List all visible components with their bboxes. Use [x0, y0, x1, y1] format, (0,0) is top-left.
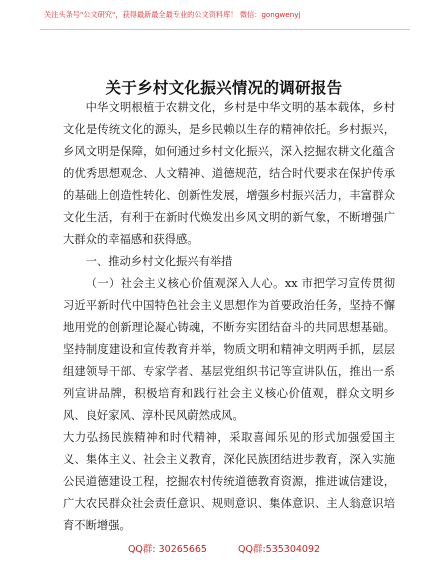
header-divider: [40, 29, 410, 30]
document-body: [63, 97, 395, 537]
footer-contact: [0, 541, 448, 555]
document-title: 关于乡村文化振兴情况的调研报告: [105, 79, 343, 97]
header-notice: 关注头条号"公文研究"，获得最新最全最专业的公文资料库！ 微信：gongwenyj: [44, 10, 301, 19]
subsection-paragraph: （一）社会主义核心价值观深入人心。xx 市把学习宣传贯彻习近平新时代中国特色社会主义思想作为首要政治任务，坚持不懈地用党的创新理论凝心铸魂，不断夯实团结奋斗的共同思想基础。坚持制度建设和宣传教育并举，物质文明和精神文明两手抓，层层组建领导干部、专家学者、基层党组织书记等宣讲队伍，推出一系列宣讲品牌，积极培育和践行社会主义核心价值观，群众文明乡风、良好家风、淳朴民风蔚然成风。: [63, 277, 395, 422]
section-heading: 一、推动乡村文化振兴有举措: [85, 255, 233, 268]
intro-paragraph: 中华文明根植于农耕文化，乡村是中华文明的基本载体，乡村文化是传统文化的源头，是乡民赖以生存的精神依托。乡村振兴，乡风文明是保障，如何通过乡村文化振兴，深入挖掘农耕文化蕴含的优秀思想观念、人文精神、道德规范，结合时代要求在保护传承的基础上创造性转化、创新性发展，增强乡村振兴活力，丰富群众文化生活，有利于在新时代焕发出乡风文明的新气象，不断增强广大群众的幸福感和获得感。: [63, 101, 395, 246]
continuation-paragraph: 大力弘扬民族精神和时代精神，采取喜闻乐见的形式加强爱国主义、集体主义、社会主义教育，深化民族团结进步教育，深入实施公民道德建设工程，挖掘农村传统道德教育资源，推进诚信建设，广大农民群众社会责任意识、规则意识、集体意识、主人翁意识培育不断增强。: [63, 431, 395, 532]
footer-qq-group-1: QQ群: 30265665: [127, 544, 207, 555]
footer-qq-group-2: QQ群:535304092: [238, 544, 321, 555]
